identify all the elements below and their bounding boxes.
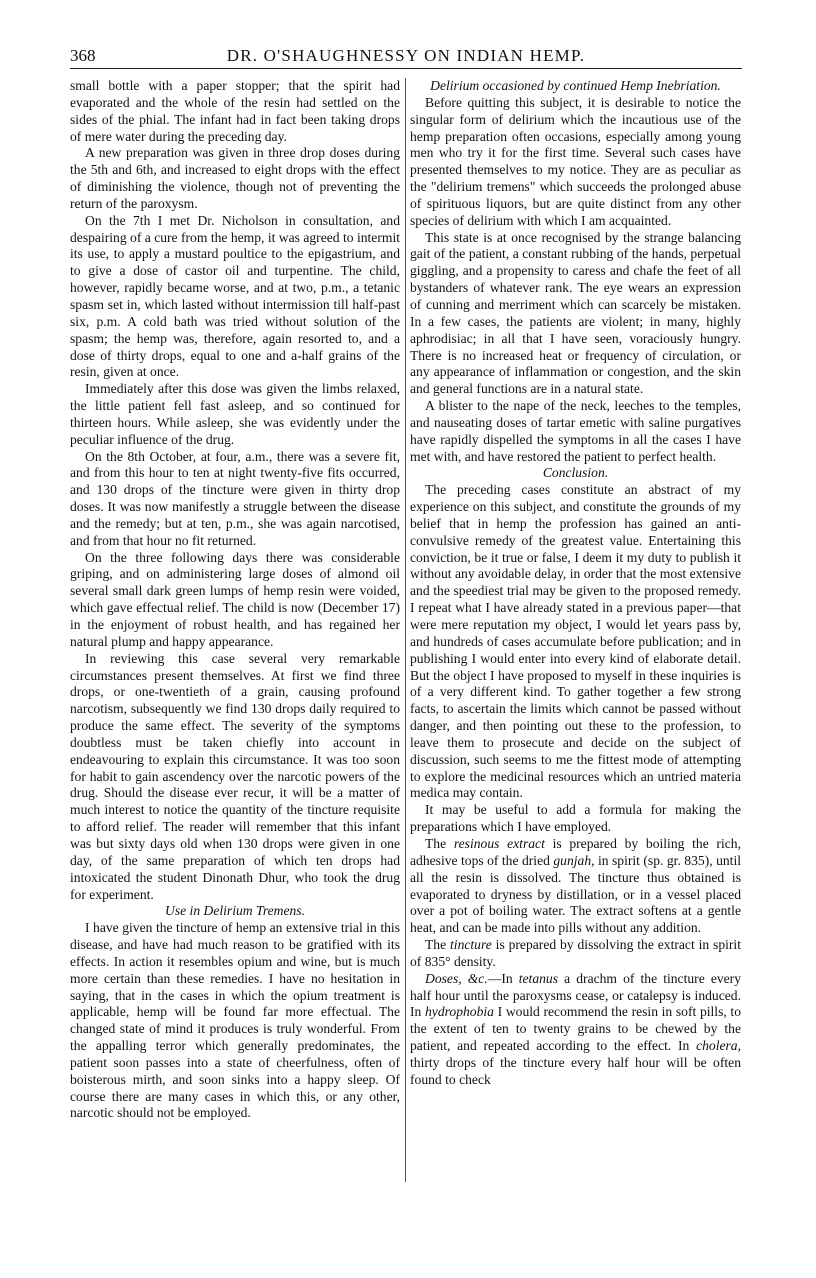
paragraph-doses: Doses, &c.—In tetanus a drachm of the tincture every half hour until the paroxysms cease, or catalepsy is induced. In hydrophobia I would recommend the resin in soft pills, to the extent of ten to twenty grains to be chewed by the patient, and repeated according to the effect. In cholera, thirty drops of the tincture every half hour will be often found to check xyxy=(410,970,742,1087)
section-heading: Conclusion. xyxy=(542,465,609,481)
paragraph: Before quitting this subject, it is desirable to notice the singular form of delirium which the incautious use of the hemp preparation often occasions, especially among young men who try it for the first time. Several such cases have presented themselves to my notice. They are as peculiar as the "delirium tremens" which succeeds the prolonged abuse of spirituous liquors, but are quite distinct from any other species of delirium with which I am acquainted. xyxy=(410,94,741,228)
paragraph-resinous-extract: The resinous extract is prepared by boiling the rich, adhesive tops of the dried gunjah, in spirit (sp. gr. 835), until all the resin is dissolved. The tincture thus obtained is evaporated to dryness by distillation, or in a vessel placed over a pot of boiling water. The extract softens at a gentle heat, and can be made into pills without any addition. xyxy=(410,835,741,936)
paragraph: A blister to the nape of the neck, leeches to the temples, and nauseating doses of tartar emetic with saline purgatives have rapidly dispelled the symptoms in all the cases I have met with, and have restored the patient to perfect health. xyxy=(410,398,741,464)
paragraph: I have given the tincture of hemp an extensive trial in this disease, and have had much reason to be gratified with its effects. In action it resembles opium and wine, but is much more certain than these remedies. I have no hesitation in saying, that in the cases in which the opium treatment is applicable, hemp will be found far more effectual. The changed state of mind it produces is truly wonderful. From the appalling terror which generally predominates, the patient soon passes into a state of cheerfulness, often of boisterous mirth, and soon sinks into a happy sleep. Of course there are many cases in which this, or any other, narcotic should not be employed. xyxy=(70,920,400,1121)
paragraph: It may be useful to add a formula for making the preparations which I have employed. xyxy=(410,802,741,835)
paragraph-tincture: The tincture is prepared by dissolving the extract in spirit of 835° density. xyxy=(410,937,741,969)
section-heading: Delirium occasioned by continued Hemp Inebriation. xyxy=(430,78,721,93)
paragraph: small bottle with a paper stopper; that the spirit had evaporated and the whole of the resin had settled on the sides of the phial. The infant had in fact been taking drops of mere water during the preceding day. xyxy=(70,78,400,144)
paragraph: On the 7th I met Dr. Nicholson in consultation, and despairing of a cure from the hemp, it was agreed to intermit its use, to apply a mustard poultice to the epigastrium, and to give a dose of castor oil and turpentine. The child, however, rapidly became worse, and at two, p.m., a tetanic spasm set in, which lasted without intermission till half-past six, p.m. A cold bath was tried without solution of the spasm; the hemp was, therefore, again resorted to, and a dose of thirty drops, equal to one and a-half grains of the resin, given at once. xyxy=(70,212,400,380)
paragraph: This state is at once recognised by the strange balancing gait of the patient, a constant rubbing of the hands, perpetual giggling, and a propensity to caress and chafe the feet of all bystanders of whatever rank. The eye wears an expression of cunning and merriment which can scarcely be mistaken. In a few cases, the patients are violent; in many, highly aphrodisiac; in all that I have seen, voraciously hungry. There is no increased heat or frequency of circulation, or any appearance of inflammation or congestion, and the skin and general functions are in a natural state. xyxy=(410,229,741,397)
paragraph: In reviewing this case several very remarkable circumstances present themselves. At first we find three drops, or one-twentieth of a grain, causing profound narcotism, subsequently we find 130 drops daily required to produce the same effect. The severity of the symptoms doubtless must be taken chiefly into account in endeavouring to explain this circumstance. It was too soon for habit to gain ascendency over the narcotic powers of the drug. Should the disease ever recur, it will be a matter of much interest to notice the quantity of the tincture requisite to afford relief. The reader will remember that this infant was but sixty days old when 130 drops were given in one day, of the same preparation of which ten drops had intoxicated the student Dinonath Dhur, who took the drug for experiment. xyxy=(70,650,400,902)
paragraph: The preceding cases constitute an abstract of my experience on this subject, and constitute the grounds of my belief that in hemp the profession has gained an anti-convulsive remedy of the greatest value. Entertaining this conviction, be it true or false, I deem it my duty to publish it without any avoidable delay, in order that the most extensive and the speediest trial may be given to the proposed remedy. I repeat what I have already stated in a previous paper—that were mere reputation my object, I would let years pass by, and hundreds of cases accumulate before publication; and in publishing I would enter into every kind of elaborate detail. But the object I have proposed to myself in these inquiries is of a very different kind. To gather together a few strong facts, to ascertain the limits which cannot be passed without danger, and then pointing out these to the profession, to leave them to prosecute and decide on the subject of discussion, such seems to me the fittest mode of attempting to explore the medicinal resources which an untried materia medica may contain. xyxy=(410,482,741,801)
paragraph: Immediately after this dose was given the limbs relaxed, the little patient fell fast asleep, and so continued for thirteen hours. While asleep, she was evidently under the peculiar influence of the drug. xyxy=(70,381,400,447)
running-title: DR. O'SHAUGHNESSY ON INDIAN HEMP. xyxy=(226,46,586,65)
page-number: 368 xyxy=(70,46,96,65)
right-column xyxy=(410,78,741,1089)
paragraph: On the 8th October, at four, a.m., there was a severe fit, and from this hour to ten at night twenty-five fits occurred, and 130 drops of the tincture were given in thirty drop doses. It was now manifestly a struggle between the disease and the remedy; but at ten, p.m., she was again narcotised, and from that hour no fit returned. xyxy=(70,448,400,548)
paragraph: On the three following days there was considerable griping, and on administering large doses of almond oil several small dark green lumps of hemp resin were voided, which gave effectual relief. The child is now (December 17) in the enjoyment of robust health, and has regained her natural plump and happy appearance. xyxy=(70,549,400,649)
running-header xyxy=(70,46,742,69)
left-column xyxy=(70,78,400,1122)
section-heading: Use in Delirium Tremens. xyxy=(165,903,305,919)
column-rule xyxy=(405,78,406,1182)
paragraph: A new preparation was given in three drop doses during the 5th and 6th, and increased to eight drops with the effect of diminishing the violence, though not of preventing the return of the paroxysm. xyxy=(70,145,400,211)
